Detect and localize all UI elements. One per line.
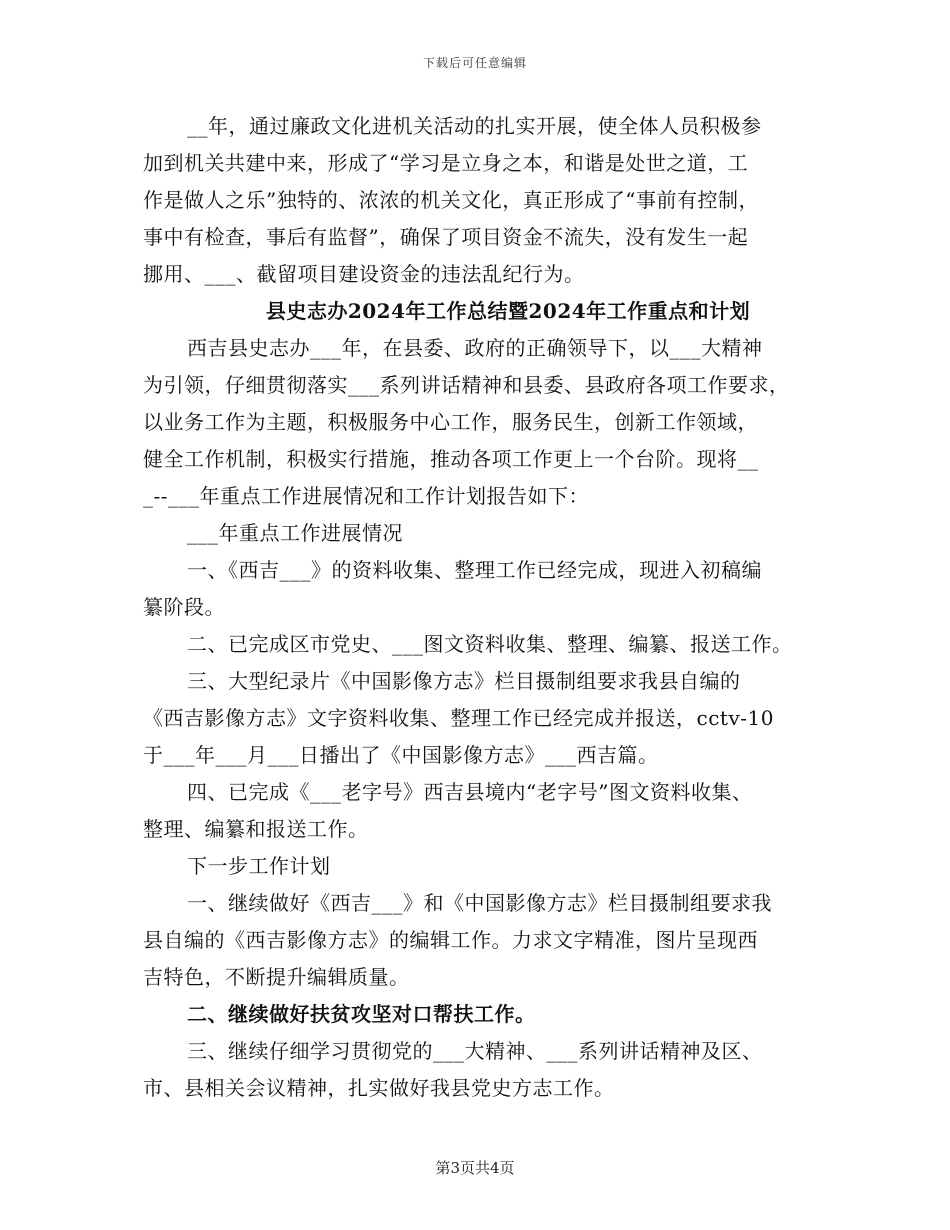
body-line: 挪用、___、截留项目建设资金的违法乱纪行为。 <box>143 262 585 286</box>
document-title: 县史志办2024年工作总结暨2024年工作重点和计划 <box>265 299 751 323</box>
section-heading: ___年重点工作进展情况 <box>187 521 403 545</box>
body-line: _--___年重点工作进展情况和工作计划报告如下： <box>143 484 590 508</box>
body-line: 为引领，仔细贯彻落实___系列讲话精神和县委、县政府各项工作要求， <box>143 373 790 397</box>
page-footer: 第3页共4页 <box>435 1159 515 1177</box>
body-line: __年，通过廉政文化进机关活动的扎实开展，使全体人员积极参 <box>187 114 762 138</box>
body-line: 以业务工作为主题，积极服务中心工作，服务民生，创新工作领域， <box>143 410 758 434</box>
section-heading: 下一步工作计划 <box>187 854 331 878</box>
body-line: 二、已完成区市党史、___图文资料收集、整理、编纂、报送工作。 <box>187 632 793 656</box>
body-line: 整理、编纂和报送工作。 <box>143 817 369 841</box>
body-line: 西吉县史志办___年，在县委、政府的正确领导下，以___大精神 <box>187 336 763 360</box>
document-body <box>143 108 833 1107</box>
body-line: 加到机关共建中来，形成了“学习是立身之本，和谐是处世之道，工 <box>143 151 749 175</box>
body-line: 县自编的《西吉影像方志》的编辑工作。力求文字精准，图片呈现西 <box>143 928 758 952</box>
body-line: 《西吉影像方志》文字资料收集、整理工作已经完成并报送，cctv-10 <box>143 706 774 730</box>
body-line: 吉特色，不断提升编辑质量。 <box>143 965 410 989</box>
body-line: 作是做人之乐”独特的、浓浓的机关文化，真正形成了“事前有控制， <box>143 188 759 212</box>
body-line: 三、大型纪录片《中国影像方志》栏目摄制组要求我县自编的 <box>187 669 741 693</box>
body-line: 四、已完成《___老字号》西吉县境内“老字号”图文资料收集、 <box>187 780 753 804</box>
body-line: 一、《西吉___》的资料收集、整理工作已经完成，现进入初稿编 <box>187 558 762 582</box>
body-line: 三、继续仔细学习贯彻党的___大精神、___系列讲话精神及区、 <box>187 1039 763 1063</box>
body-line: 健全工作机制，积极实行措施，推动各项工作更上一个台阶。现将__ <box>143 447 759 471</box>
body-line: 于___年___月___日播出了《中国影像方志》___西吉篇。 <box>143 743 659 767</box>
page-header: 下载后可任意编辑 <box>422 56 527 70</box>
body-line: 事中有检查，事后有监督”，确保了项目资金不流失，没有发生一起 <box>143 225 749 249</box>
body-line: 一、继续做好《西吉___》和《中国影像方志》栏目摄制组要求我 <box>187 891 772 915</box>
bold-line: 二、继续做好扶贫攻坚对口帮扶工作。 <box>187 1002 536 1026</box>
body-line: 纂阶段。 <box>143 595 225 619</box>
body-line: 市、县相关会议精神，扎实做好我县党史方志工作。 <box>143 1076 615 1100</box>
